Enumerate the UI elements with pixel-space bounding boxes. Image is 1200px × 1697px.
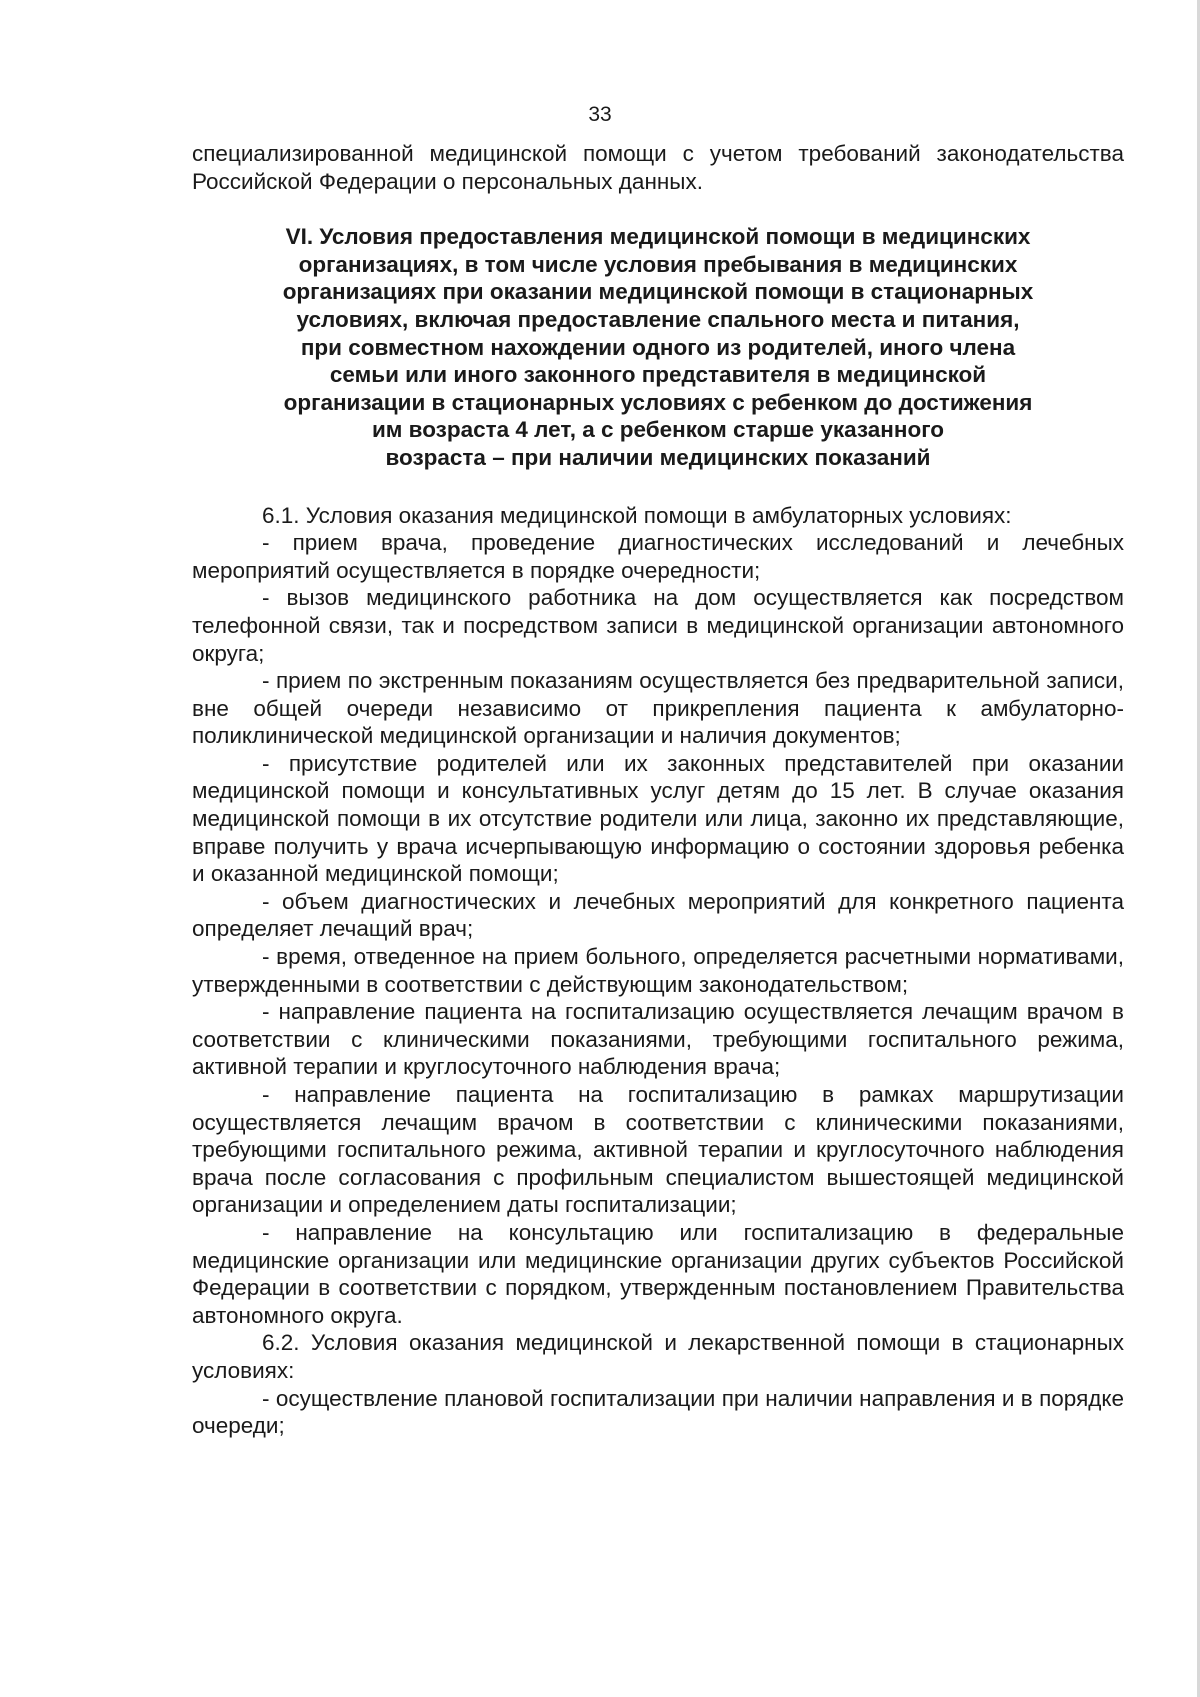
section-heading-line: при совместном нахождении одного из родителей, иного члена bbox=[300, 334, 1016, 360]
list-item: - время, отведенное на прием больного, определяется расчетными нормативами, утвержденными в соответствии с действующим законодательством; bbox=[192, 944, 1124, 997]
intro-paragraph: специализированной медицинской помощи с учетом требований законодательства Российской Федерации о персональных данных. bbox=[192, 141, 1124, 194]
list-item: - объем диагностических и лечебных мероприятий для конкретного пациента определяет лечащий врач; bbox=[192, 888, 1124, 942]
clause-6-1-heading: 6.1. Условия оказания медицинской помощи в амбулаторных условиях: bbox=[262, 502, 1012, 528]
section-heading-line: VI. Условия предоставления медицинской помощи в медицинских bbox=[285, 224, 1031, 250]
section-heading-line: семьи или иного законного представителя в медицинской bbox=[329, 362, 987, 388]
section-heading-line: организациях при оказании медицинской помощи в стационарных bbox=[282, 279, 1034, 305]
list-item: - вызов медицинского работника на дом осуществляется как посредством телефонной связи, так и посредством записи в медицинской организации автономного округа; bbox=[192, 585, 1124, 666]
section-heading-line: организациях, в том числе условия пребывания в медицинских bbox=[298, 251, 1018, 277]
list-item: - прием по экстренным показаниям осуществляется без предварительной записи, вне общей очереди независимо от прикрепления пациента к амбулаторно-поликлинической медицинской организации и наличия документов; bbox=[192, 668, 1124, 749]
document-body bbox=[192, 140, 1124, 1440]
section-heading-line: организации в стационарных условиях с ребенком до достижения bbox=[283, 389, 1033, 415]
list-item: - направление пациента на госпитализацию осуществляется лечащим врачом в соответствии с клиническими показаниями, требующими госпитального режима, активной терапии и круглосуточного наблюдения врача; bbox=[192, 999, 1124, 1080]
page-number: 33 bbox=[588, 103, 612, 126]
list-item: - прием врача, проведение диагностических исследований и лечебных мероприятий осуществляется в порядке очередности; bbox=[192, 530, 1124, 583]
section-heading-line: условиях, включая предоставление спального места и питания, bbox=[296, 306, 1020, 332]
section-heading bbox=[192, 223, 1124, 471]
list-item: - присутствие родителей или их законных представителей при оказании медицинской помощи и консультативных услуг детям до 15 лет. В случае оказания медицинской помощи в их отсутствие родители или лица, законно их представляющие, вправе получить у врача исчерпывающую информацию о состоянии здоровья ребенка и оказанной медицинской помощи; bbox=[192, 750, 1124, 887]
clause-6-2-heading: 6.2. Условия оказания медицинской и лекарственной помощи в стационарных условиях: bbox=[192, 1330, 1124, 1383]
section-heading-line: возраста – при наличии медицинских показаний bbox=[385, 444, 931, 470]
list-item: - осуществление плановой госпитализации при наличии направления и в порядке очереди; bbox=[192, 1385, 1124, 1439]
section-heading-line: им возраста 4 лет, а с ребенком старше указанного bbox=[371, 417, 945, 443]
list-item: - направление пациента на госпитализацию в рамках маршрутизации осуществляется лечащим врачом в соответствии с клиническими показаниями, требующими госпитального режима, активной терапии и круглосуточного наблюдения врача после согласования с профильным специалистом вышестоящей медицинской организации и определением даты госпитализации; bbox=[192, 1082, 1124, 1218]
list-item: - направление на консультацию или госпитализацию в федеральные медицинские организации или медицинские организации других субъектов Российской Федерации в соответствии с порядком, утвержденным постановлением Правительства автономного округа. bbox=[192, 1219, 1124, 1328]
